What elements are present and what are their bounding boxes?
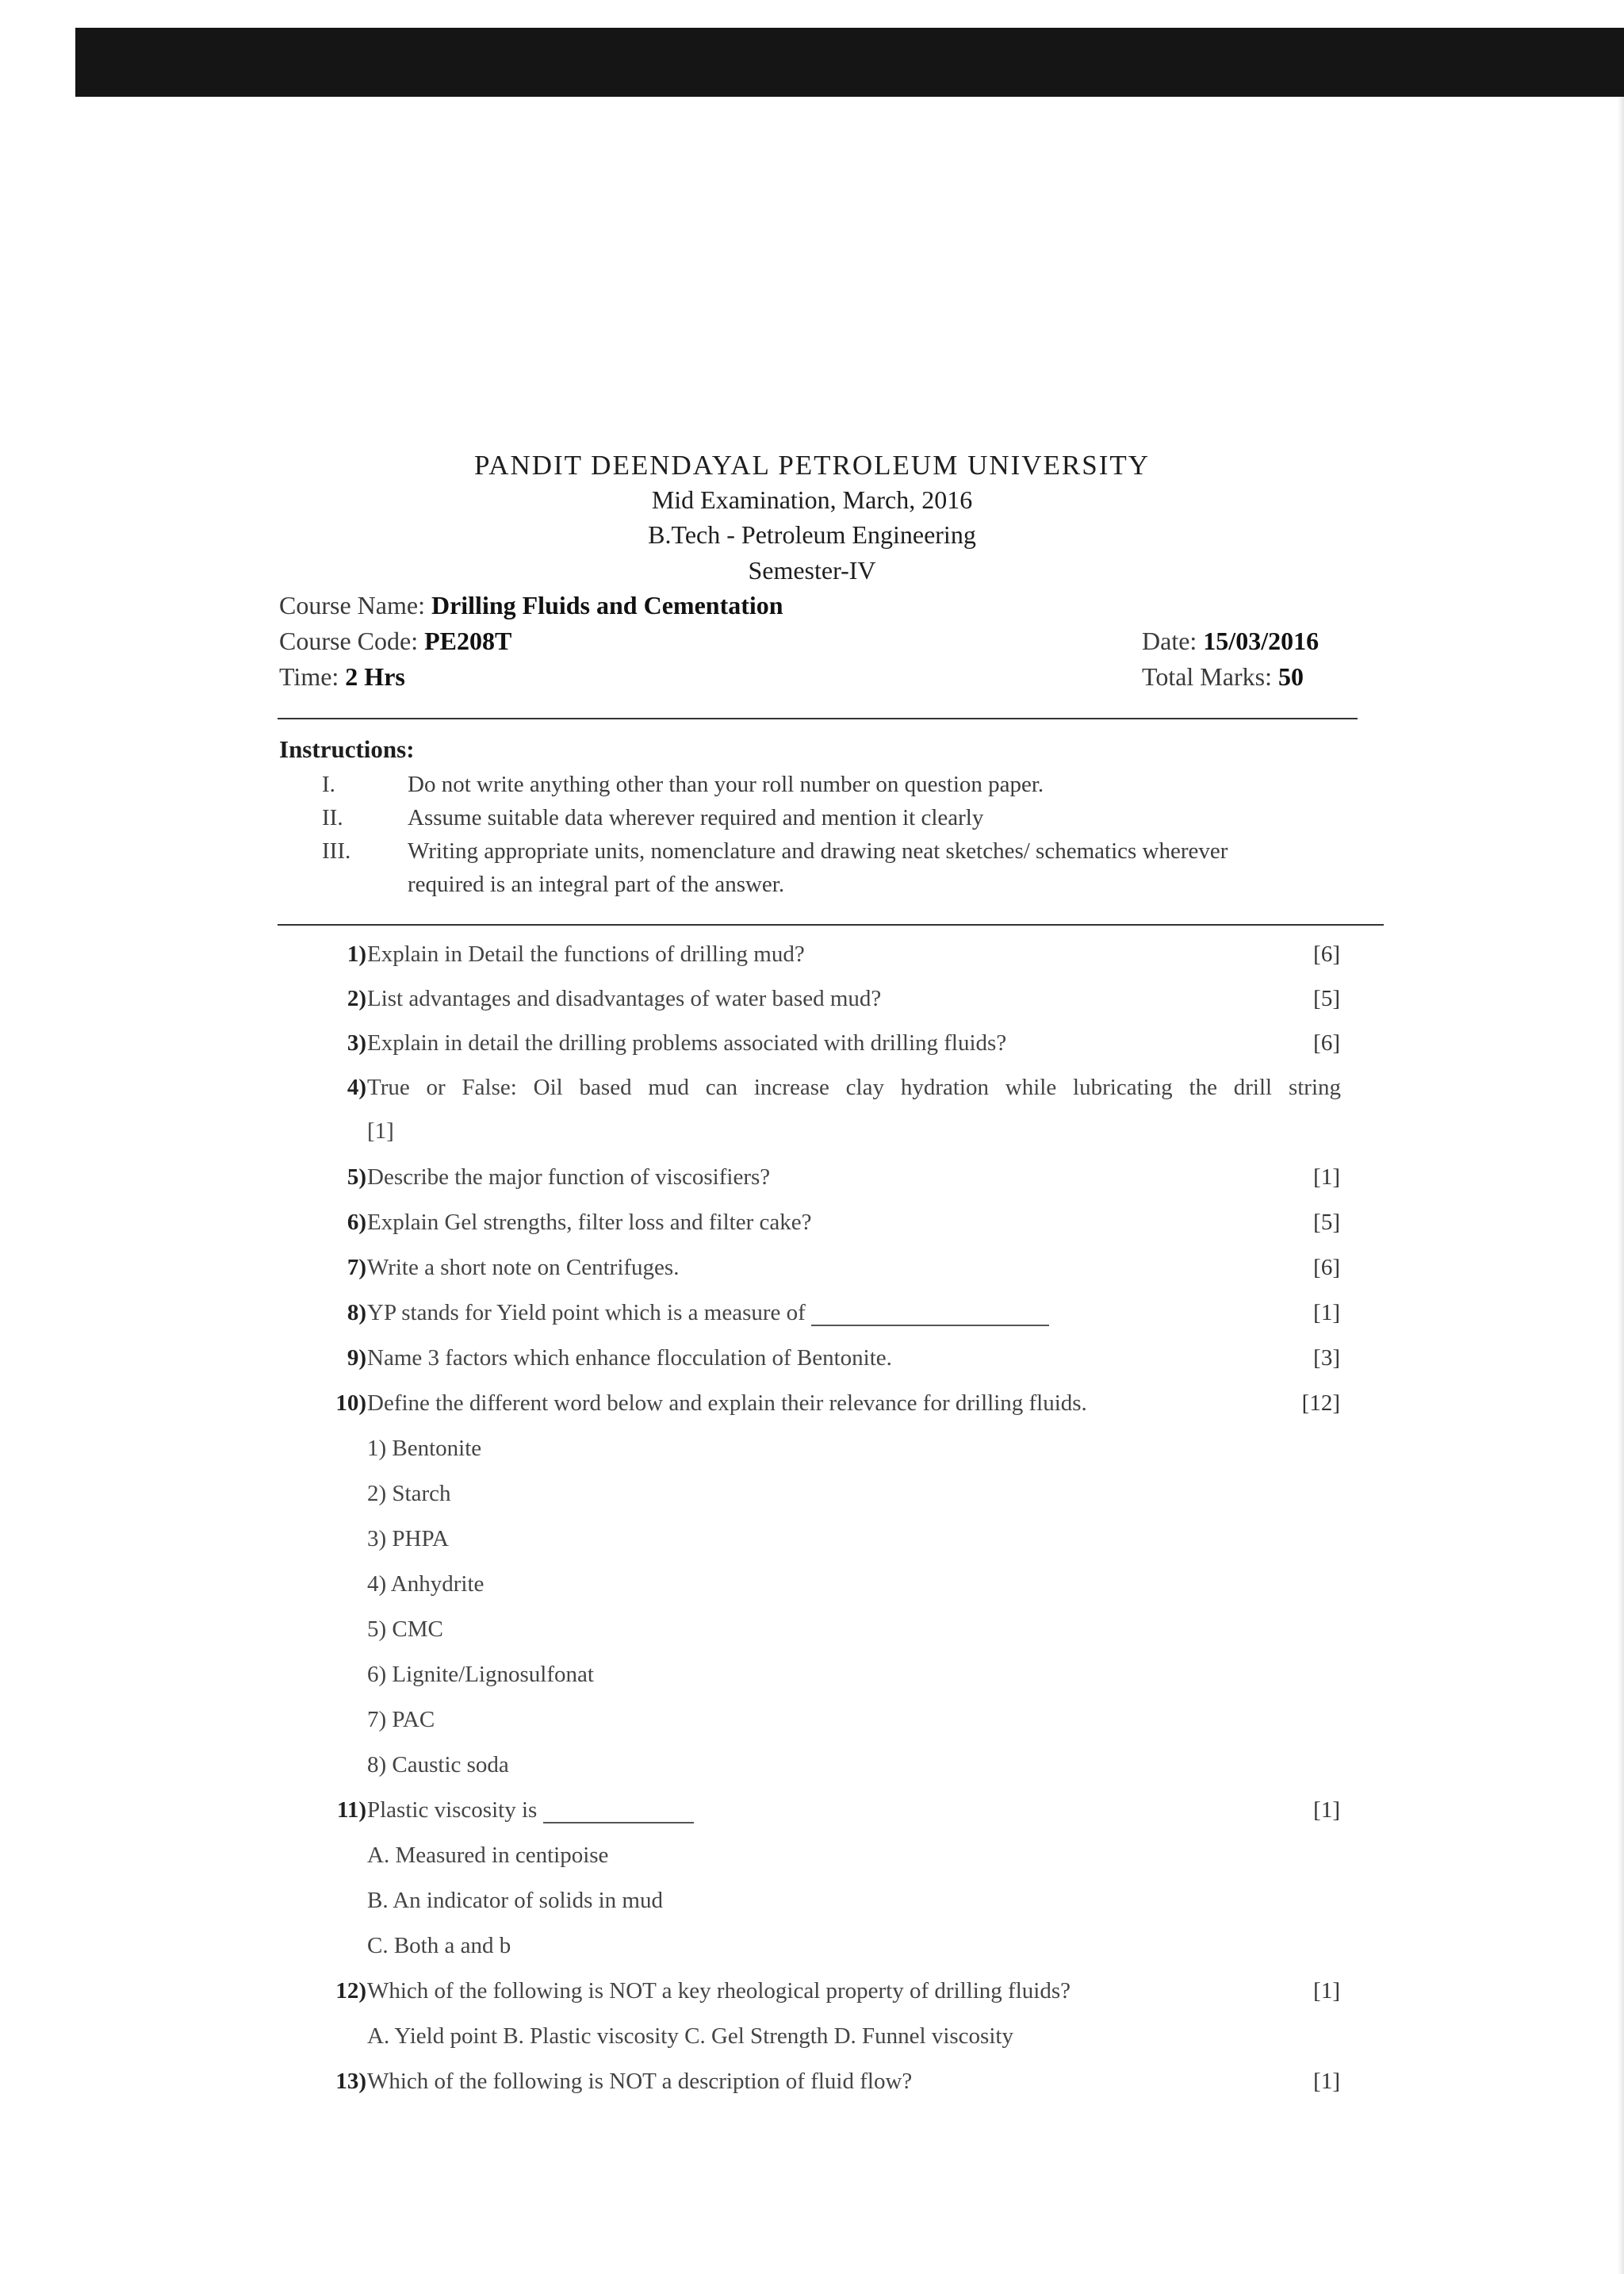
question-number: 1) (347, 941, 366, 967)
question-number: 5) (347, 1164, 366, 1190)
question-marks: [6] (1313, 1255, 1340, 1280)
question-row (0, 1164, 1624, 1196)
question-number: 12) (335, 1978, 366, 2004)
option-item: A. Yield point B. Plastic viscosity C. Gel Strength D. Funnel viscosity (367, 2023, 1013, 2049)
list-item: 2) Starch (367, 1481, 451, 1506)
question-marks: [6] (1313, 941, 1340, 967)
question-number: 4) (347, 1075, 366, 1100)
answer-blank (811, 1325, 1049, 1326)
option-item: B. An indicator of solids in mud (367, 1888, 663, 1913)
question-marks: [1] (1313, 1978, 1340, 2004)
time-label: Time: (279, 662, 339, 691)
option-item: C. Both a and b (367, 1933, 511, 1958)
time-value: 2 Hrs (345, 662, 405, 691)
question-marks: [1] (1313, 1300, 1340, 1325)
header-divider (278, 718, 1358, 719)
instruction-text: Do not write anything other than your roll number on question paper. (408, 772, 1044, 797)
question-marks: [1] (367, 1118, 394, 1144)
question-text: Explain Gel strengths, filter loss and filter cake? (367, 1210, 812, 1235)
total-marks-value: 50 (1277, 662, 1304, 691)
list-item: 8) Caustic soda (367, 1752, 509, 1777)
question-text: YP stands for Yield point which is a measure of (367, 1300, 1049, 1326)
question-row (0, 1300, 1624, 1332)
question-marks: [1] (1313, 1164, 1340, 1190)
course-code: PE208T (424, 627, 512, 655)
instruction-num: III. (322, 838, 351, 864)
instructions-heading: Instructions: (279, 735, 415, 763)
total-marks-label: Total Marks: (1142, 662, 1272, 691)
question-row (0, 1030, 1624, 1062)
course-name-label: Course Name: (279, 591, 425, 619)
list-item: 3) PHPA (367, 1526, 449, 1551)
list-item: 6) Lignite/Lignosulfonat (367, 1662, 594, 1687)
question-text: Define the different word below and explain their relevance for drilling fluids. (367, 1390, 1087, 1416)
question-marks: [6] (1313, 1030, 1340, 1056)
semester-title: Semester-IV (748, 556, 876, 585)
question-text: Explain in Detail the functions of drilling mud? (367, 941, 805, 967)
question-number: 11) (336, 1797, 366, 1823)
question-text: Explain in detail the drilling problems associated with drilling fluids? (367, 1030, 1007, 1056)
question-number: 8) (347, 1300, 366, 1325)
instruction-text-cont: required is an integral part of the answer. (408, 872, 785, 897)
question-number: 10) (335, 1390, 366, 1416)
question-row (0, 1978, 1624, 2010)
question-text: Which of the following is NOT a description of fluid flow? (367, 2069, 913, 2094)
instruction-num: I. (322, 772, 335, 797)
instruction-num: II. (322, 805, 343, 830)
course-code-row (279, 627, 511, 656)
list-item: 5) CMC (367, 1616, 443, 1642)
university-name: PANDIT DEENDAYAL PETROLEUM UNIVERSITY (473, 450, 1151, 481)
total-marks-row (1142, 662, 1304, 692)
question-row (0, 1390, 1624, 1422)
instruction-text: Writing appropriate units, nomenclature and drawing neat sketches/ schematics wherever (408, 838, 1228, 864)
question-number: 9) (347, 1345, 366, 1371)
option-item: A. Measured in centipoise (367, 1843, 609, 1868)
question-text: Describe the major function of viscosifiers? (367, 1164, 771, 1190)
course-code-label: Course Code: (279, 627, 419, 655)
list-item: 4) Anhydrite (367, 1571, 485, 1597)
question-text: List advantages and disadvantages of water based mud? (367, 986, 882, 1011)
question-text: Write a short note on Centrifuges. (367, 1255, 680, 1280)
question-row (0, 1345, 1624, 1377)
question-marks: [12] (1301, 1390, 1340, 1416)
exam-title: Mid Examination, March, 2016 (651, 485, 973, 514)
question-text: True or False: Oil based mud can increase clay hydration while lubricating the drill string (367, 1075, 1341, 1100)
course-name-row (279, 591, 783, 620)
question-row (0, 1797, 1624, 1829)
question-number: 7) (347, 1255, 366, 1280)
date-label: Date: (1142, 627, 1197, 655)
question-marks: [1] (1313, 1797, 1340, 1823)
question-text: Which of the following is NOT a key rheological property of drilling fluids? (367, 1978, 1071, 2004)
question-row (0, 2069, 1624, 2100)
question-row (0, 941, 1624, 973)
answer-blank (543, 1822, 694, 1823)
scan-border (75, 28, 1624, 97)
time-row (279, 662, 405, 692)
date-value: 15/03/2016 (1203, 627, 1320, 655)
question-number: 3) (347, 1030, 366, 1056)
question-marks: [5] (1313, 986, 1340, 1011)
instruction-text: Assume suitable data wherever required and mention it clearly (408, 805, 984, 830)
question-row (0, 1075, 1624, 1106)
question-text: Name 3 factors which enhance flocculation of Bentonite. (367, 1345, 892, 1371)
question-row (0, 1210, 1624, 1241)
instructions-divider (278, 924, 1384, 926)
course-name: Drilling Fluids and Cementation (431, 591, 783, 619)
list-item: 7) PAC (367, 1707, 435, 1732)
question-text: Plastic viscosity is (367, 1797, 694, 1823)
question-row (0, 1255, 1624, 1287)
question-number: 6) (347, 1210, 366, 1235)
list-item: 1) Bentonite (367, 1436, 482, 1461)
program-title: B.Tech - Petroleum Engineering (648, 520, 976, 549)
question-number: 2) (347, 986, 366, 1011)
question-marks: [1] (1313, 2069, 1340, 2094)
question-row (0, 986, 1624, 1018)
question-marks: [3] (1313, 1345, 1340, 1371)
date-row (1142, 627, 1319, 656)
question-marks: [5] (1313, 1210, 1340, 1235)
question-number: 13) (335, 2069, 366, 2094)
